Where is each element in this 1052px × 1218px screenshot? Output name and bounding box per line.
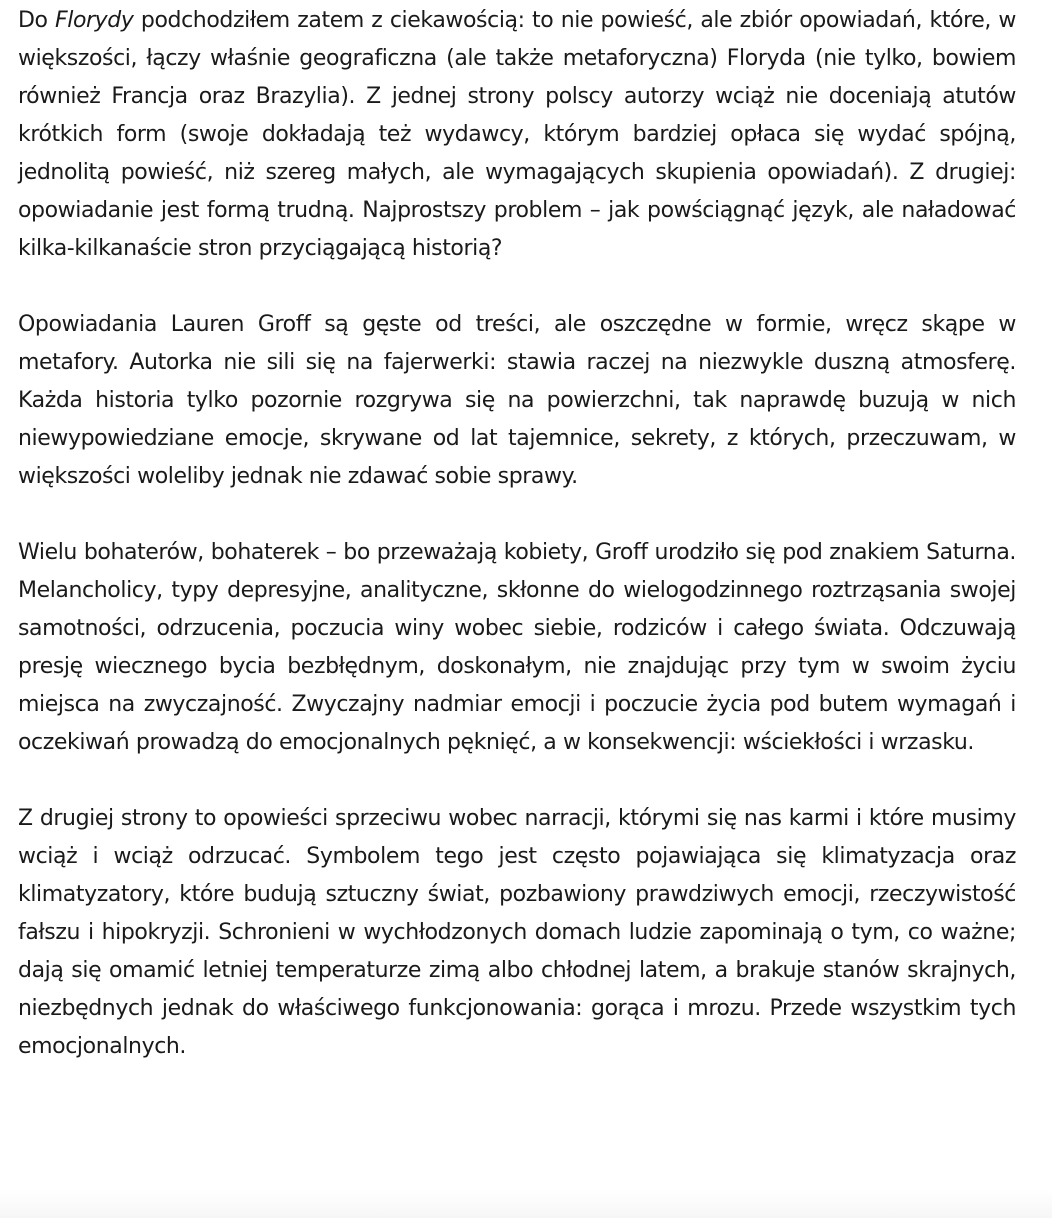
book-title: Florydy	[55, 8, 134, 33]
paragraph-1-text: podchodziłem zatem z ciekawością: to nie powieść, ale zbiór opowiadań, które, w większości, łączy właśnie geograficzna (ale także metaforyczna) Floryda (nie tylko, bowiem również Francja oraz Brazylia). Z jednej strony polscy autorzy wciąż nie doceniają atutów krótkich form (swoje dokładają też wydawcy, którym bardziej opłaca się wydać spójną, jednolitą powieść, niż szereg małych, ale wymagających skupienia opowiadań). Z drugiej: opowiadanie jest formą trudną. Najprostszy problem – jak powściągnąć język, ale naładować kilka-kilkanaście stron przyciągającą historią?	[18, 8, 1016, 261]
paragraph-1	[18, 2, 1016, 268]
paragraph-3: Wielu bohaterów, bohaterek – bo przeważają kobiety, Groff urodziło się pod znakiem Saturna. Melancholicy, typy depresyjne, analityczne, skłonne do wielogodzinnego roztrząsania swojej samotności, odrzucenia, poczucia winy wobec siebie, rodziców i całego świata. Odczuwają presję wiecznego bycia bezbłędnym, doskonałym, nie znajdując przy tym w swoim życiu miejsca na zwyczajność. Zwyczajny nadmiar emocji i poczucie życia pod butem wymagań i oczekiwań prowadzą do emocjonalnych pęknięć, a w konsekwencji: wściekłości i wrzasku.	[18, 540, 1016, 755]
paragraph-4: Z drugiej strony to opowieści sprzeciwu wobec narracji, którymi się nas karmi i które musimy wciąż i wciąż odrzucać. Symbolem tego jest często pojawiająca się klimatyzacja oraz klimatyzatory, które budują sztuczny świat, pozbawiony prawdziwych emocji, rzeczywistość fałszu i hipokryzji. Schronieni w wychłodzonych domach ludzie zapominają o tym, co ważne; dają się omamić letniej temperaturze zimą albo chłodnej latem, a brakuje stanów skrajnych, niezbędnych jednak do właściwego funkcjonowania: gorąca i mrozu. Przede wszystkim tych emocjonalnych.	[18, 806, 1016, 1059]
paragraph-2: Opowiadania Lauren Groff są gęste od treści, ale oszczędne w formie, wręcz skąpe w metafory. Autorka nie sili się na fajerwerki: stawia raczej na niezwykle duszną atmosferę. Każda historia tylko pozornie rozgrywa się na powierzchni, tak naprawdę buzują w nich niewypowiedziane emocje, skrywane od lat tajemnice, sekrety, z których, przeczuwam, w większości woleliby jednak nie zdawać sobie sprawy.	[18, 312, 1016, 489]
paragraph-1-lead: Do	[18, 8, 56, 33]
bottom-fade	[0, 1190, 1052, 1218]
article-body	[18, 2, 1016, 1066]
